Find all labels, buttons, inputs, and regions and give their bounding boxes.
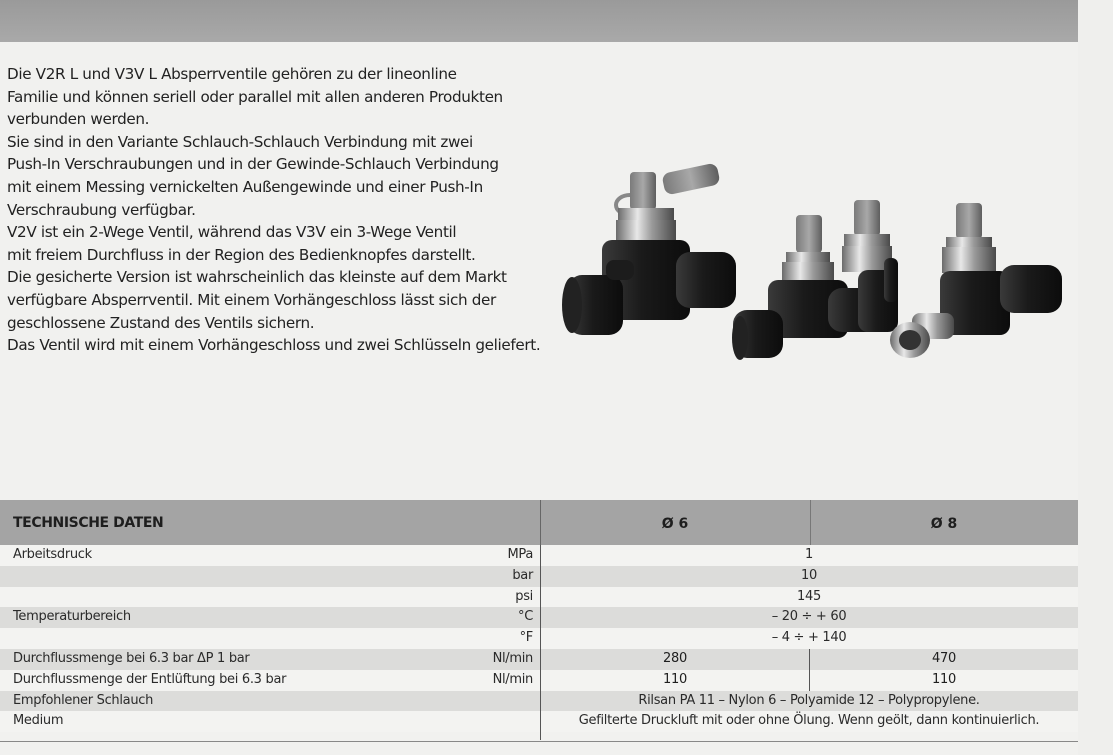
- row-value-8: 110: [932, 671, 956, 687]
- intro-line: Verschraubung verfügbar.: [7, 200, 196, 219]
- row-value-6: 280: [663, 650, 687, 666]
- intro-line: Das Ventil wird mit einem Vorhängeschloss und zwei Schlüsseln geliefert.: [7, 336, 541, 355]
- table-title: TECHNISCHE DATEN: [13, 515, 164, 531]
- column-header-8: Ø 8: [930, 516, 958, 532]
- row-unit: MPa: [507, 547, 533, 562]
- valve-threaded-illustration: [880, 195, 1080, 370]
- column-divider: [540, 545, 541, 740]
- header-band: [0, 0, 1078, 42]
- row-unit: °F: [519, 630, 533, 646]
- table-row: [0, 649, 1078, 670]
- row-value-6: 110: [663, 671, 687, 687]
- technical-data-table: [0, 500, 1078, 732]
- row-label: Temperaturbereich: [13, 609, 131, 625]
- intro-line: verfügbare Absperrventil. Mit einem Vorhängeschloss lässt sich der: [7, 290, 496, 309]
- row-value: – 20 ÷ + 60: [771, 609, 847, 625]
- row-label: Durchflussmenge bei 6.3 bar ΔP 1 bar: [13, 650, 250, 666]
- table-row: [0, 587, 1078, 608]
- intro-line: Die gesicherte Version ist wahrscheinlich das kleinste auf dem Markt: [7, 268, 507, 287]
- intro-line: mit freiem Durchfluss in der Region des Bedienknopfes darstellt.: [7, 245, 476, 264]
- row-unit: Nl/min: [492, 671, 533, 687]
- row-label: Medium: [13, 713, 64, 729]
- intro-line: verbunden werden.: [7, 110, 150, 129]
- column-divider-flow: [809, 649, 810, 691]
- table-row: [0, 545, 1078, 566]
- row-unit: Nl/min: [492, 650, 533, 666]
- intro-line: mit einem Messing vernickelten Außengewinde und einer Push-In: [7, 177, 483, 196]
- intro-line: Sie sind in den Variante Schlauch-Schlauch Verbindung mit zwei: [7, 132, 473, 151]
- row-unit: bar: [512, 567, 533, 583]
- page-right-margin: [1078, 0, 1113, 755]
- intro-line: Familie und können seriell oder parallel mit allen anderen Produkten: [7, 87, 503, 106]
- row-label: Empfohlener Schlauch: [13, 692, 154, 708]
- row-label: Durchflussmenge der Entlüftung bei 6.3 bar: [13, 671, 287, 687]
- row-unit: °C: [518, 609, 533, 625]
- row-value: 145: [797, 588, 821, 604]
- table-row: [0, 711, 1078, 732]
- row-label: Arbeitsdruck: [13, 547, 92, 562]
- row-value: Gefilterte Druckluft mit oder ohne Ölung. Wenn geölt, dann kontinuierlich.: [578, 713, 1040, 729]
- valve-product-illustration: [558, 160, 898, 375]
- intro-line: geschlossene Zustand des Ventils sichern.: [7, 313, 315, 332]
- row-value-8: 470: [932, 650, 956, 666]
- table-row: [0, 566, 1078, 587]
- table-row: [0, 691, 1078, 712]
- table-header: [0, 500, 1078, 545]
- intro-line: Push-In Verschraubungen und in der Gewinde-Schlauch Verbindung: [7, 155, 499, 174]
- intro-line: V2V ist ein 2-Wege Ventil, während das V3V ein 3-Wege Ventil: [7, 223, 457, 242]
- intro-text: [7, 63, 547, 357]
- table-row: [0, 628, 1078, 649]
- row-value: Rilsan PA 11 – Nylon 6 – Polyamide 12 – Polypropylene.: [638, 692, 980, 708]
- row-value: – 4 ÷ + 140: [771, 630, 847, 646]
- row-value: 1: [805, 547, 813, 562]
- table-row: [0, 607, 1078, 628]
- table-row: [0, 670, 1078, 691]
- column-header-6: Ø 6: [661, 516, 689, 532]
- row-value: 10: [801, 567, 817, 583]
- valve-locked: [562, 162, 736, 335]
- table-bottom-rule: [0, 741, 1078, 742]
- row-unit: psi: [515, 588, 533, 604]
- intro-line: Die V2R L und V3V L Absperrventile gehören zu der lineonline: [7, 65, 457, 83]
